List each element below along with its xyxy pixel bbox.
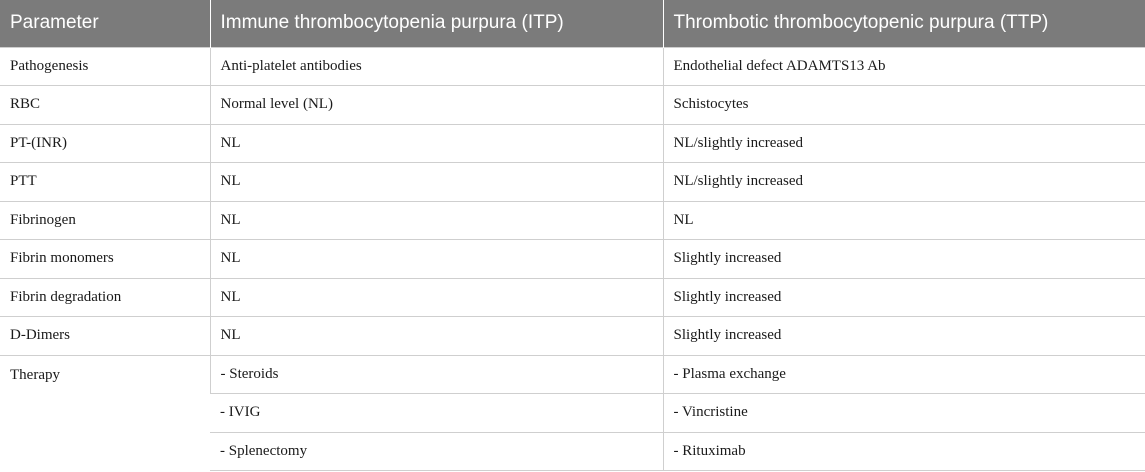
itp-cell: NL <box>210 201 663 240</box>
table-row <box>0 86 1145 125</box>
ttp-cell: NL/slightly increased <box>663 163 1145 202</box>
table-header <box>0 0 1145 47</box>
header-row <box>0 0 1145 47</box>
parameter-cell: Fibrin degradation <box>0 278 210 317</box>
itp-cell: Anti-platelet antibodies <box>210 47 663 86</box>
ttp-cell: NL <box>663 201 1145 240</box>
parameter-cell: Fibrinogen <box>0 201 210 240</box>
itp-cell: NL <box>210 278 663 317</box>
therapy-row <box>0 355 1145 394</box>
itp-cell: NL <box>210 124 663 163</box>
ttp-cell: Slightly increased <box>663 317 1145 356</box>
header-itp: Immune thrombocytopenia purpura (ITP) <box>210 0 663 47</box>
parameter-cell: Fibrin monomers <box>0 240 210 279</box>
ttp-cell: Slightly increased <box>663 278 1145 317</box>
ttp-cell: NL/slightly increased <box>663 124 1145 163</box>
itp-therapy-cell: - IVIG <box>210 394 663 433</box>
table-row <box>0 163 1145 202</box>
table-row <box>0 278 1145 317</box>
table-row <box>0 47 1145 86</box>
itp-cell: Normal level (NL) <box>210 86 663 125</box>
ttp-cell: Schistocytes <box>663 86 1145 125</box>
itp-cell: NL <box>210 240 663 279</box>
header-parameter: Parameter <box>0 0 210 47</box>
table-row <box>0 201 1145 240</box>
itp-therapy-cell: - Steroids <box>210 355 663 394</box>
itp-therapy-cell: - Splenectomy <box>210 432 663 471</box>
ttp-therapy-cell: - Plasma exchange <box>663 355 1145 394</box>
table-row <box>0 317 1145 356</box>
ttp-therapy-cell: - Rituximab <box>663 432 1145 471</box>
parameter-cell: D-Dimers <box>0 317 210 356</box>
therapy-parameter-cell: Therapy <box>0 355 210 471</box>
itp-cell: NL <box>210 317 663 356</box>
ttp-cell: Slightly increased <box>663 240 1145 279</box>
parameter-cell: Pathogenesis <box>0 47 210 86</box>
header-ttp: Thrombotic thrombocytopenic purpura (TTP) <box>663 0 1145 47</box>
parameter-cell: PT-(INR) <box>0 124 210 163</box>
table-body <box>0 47 1145 471</box>
ttp-cell: Endothelial defect ADAMTS13 Ab <box>663 47 1145 86</box>
ttp-therapy-cell: - Vincristine <box>663 394 1145 433</box>
parameter-cell: RBC <box>0 86 210 125</box>
parameter-cell: PTT <box>0 163 210 202</box>
table-row <box>0 124 1145 163</box>
table-row <box>0 240 1145 279</box>
itp-cell: NL <box>210 163 663 202</box>
